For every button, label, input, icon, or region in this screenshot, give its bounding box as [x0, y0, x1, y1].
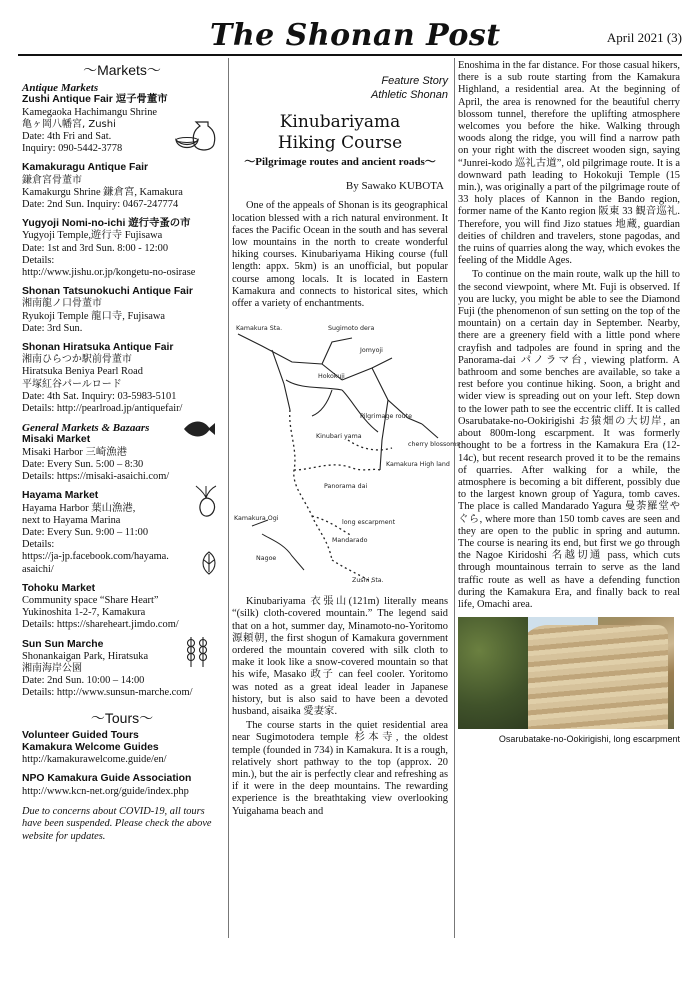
market-link[interactable]: Details: http://pearlroad.jp/antiquefair/ — [22, 403, 183, 415]
vegetable-icon — [194, 484, 218, 518]
market-line: Date: 4th Sat. Inquiry: 03-5983-5101 — [22, 390, 177, 402]
map-label-hokokuji: Hokokuji — [318, 373, 345, 381]
hiking-map-drawing — [232, 320, 460, 588]
market-entry-tatsunokuchi — [22, 286, 222, 335]
market-line: 平塚紅谷パールロード — [22, 378, 122, 390]
map-label-panorama: Panorama dai — [324, 483, 368, 491]
feature-label — [232, 74, 448, 102]
masthead — [0, 0, 700, 56]
tour-entry-guide-association — [22, 773, 222, 797]
article-title-line1: Kinubariyama — [279, 112, 401, 132]
map-label-kamakura-ogi: Kamakura Ogi — [234, 515, 279, 523]
article-paragraph: The course starts in the quiet residential area near Sugimotodera temple 杉本寺, the oldest temple (founded in 734) in Kamakura. It is a rough, relatively short pathway to the top (approx. 20 min.), but the air is perfectly clear and refreshing as if it were in the deep mountains. The rewarding experience is the breathtaking view overlooking Yuigahama beach and — [232, 720, 448, 817]
article-subtitle: ～Pilgrimage routes and ancient roads～ — [244, 156, 436, 168]
market-line: 湘南ひらつか駅前骨董市 — [22, 354, 132, 366]
market-line: Date: 4th Fri and Sat. — [22, 131, 112, 143]
market-line: Community space “Share Heart” — [22, 594, 159, 606]
tour-name: NPO Kamakura Guide Association — [22, 773, 192, 785]
markets-column — [22, 60, 222, 843]
market-link[interactable]: Details: http://www.sunsun-marche.com/ — [22, 687, 193, 699]
fish-icon — [182, 420, 216, 438]
market-link[interactable]: Details: https://shareheart.jimdo.com/ — [22, 619, 179, 631]
market-name: Hayama Market — [22, 490, 99, 502]
skewer-icon — [182, 635, 212, 669]
tour-link[interactable]: http://kamakurawelcome.guide/en/ — [22, 754, 167, 766]
market-entry-sunsun — [22, 639, 222, 700]
market-link[interactable]: https://ja-jp.facebook.com/hayama. — [22, 551, 169, 563]
antique-markets-heading: Antique Markets — [22, 82, 99, 95]
map-label-cherry: cherry blossoms — [408, 441, 460, 449]
article-paragraph: One of the appeals of Shonan is its geographical location blessed with a rich natural environment. It faces the Pacific Ocean in the south and has several low mountains in the north to create wonderful hiking courses. Kinubariyama Hiking course (full length: appx. 5km) is an unofficial, but popular course among locals. It is located in Eastern Kamakura and connects to historical sites, which offer a variety of enchantments. — [232, 200, 448, 310]
market-line: Misaki Harbor 三崎漁港 — [22, 446, 128, 458]
map-label-nagoe: Nagoe — [256, 555, 277, 563]
market-entry-hayama — [22, 490, 222, 575]
market-line: Inquiry: 090-5442-3778 — [22, 143, 123, 155]
market-line: Ryukoji Temple 龍口寺, Fujisawa — [22, 310, 165, 322]
map-label-sugimoto: Sugimoto dera — [328, 325, 375, 333]
covid-note: Due to concerns about COVID-19, all tours have been suspended. Please check the above website for updates. — [22, 805, 212, 842]
map-label-pilgrimage: Pilgrimage route — [360, 413, 412, 421]
market-name: Zushi Antique Fair 逗子骨董市 — [22, 94, 168, 106]
market-line: Date: Every Sun. 5:00 – 8:30 — [22, 458, 144, 470]
market-line: Kamegaoka Hachimangu Shrine — [22, 106, 158, 118]
escarpment-photo — [458, 617, 674, 729]
map-label-kamakura-sta: Kamakura Sta. — [236, 325, 283, 333]
market-line: Date: Every Sun. 9:00 – 11:00 — [22, 526, 149, 538]
market-name: Tohoku Market — [22, 582, 96, 594]
market-line: Hiratsuka Beniya Pearl Road — [22, 366, 143, 378]
column-divider — [228, 58, 229, 938]
market-line: Kamakurgu Shrine 鎌倉宮, Kamakura — [22, 186, 183, 198]
photo-caption: Osarubatake-no-Ookirigishi, long escarpment — [498, 734, 680, 745]
market-name: Shonan Hiratsuka Antique Fair — [22, 342, 174, 354]
market-line: Details: — [22, 539, 55, 551]
map-label-zushi-sta: Zushi Sta. — [352, 577, 384, 585]
byline: By Sawako KUBOTA — [345, 180, 444, 193]
markets-heading: ～Markets～ — [83, 62, 161, 78]
article-title — [232, 112, 448, 154]
market-name: Sun Sun Marche — [22, 638, 104, 650]
article-column-2 — [458, 60, 680, 745]
market-line: 湘南海岸公園 — [22, 662, 82, 674]
market-line: Yukinoshita 1-2-7, Kamakura — [22, 607, 146, 619]
market-line: Details: — [22, 254, 55, 266]
market-line: Date: 2nd Sun. Inquiry: 0467-247774 — [22, 199, 179, 211]
market-line: 鎌倉宮骨董市 — [22, 174, 82, 186]
market-line: Yugyoji Temple,遊行寺 Fujisawa — [22, 230, 163, 242]
tour-entry-welcome-guides — [22, 730, 222, 767]
market-entry-yugyoji — [22, 218, 222, 279]
feature-story-label: Feature Story — [381, 75, 448, 87]
market-line: 湘南龍ノ口骨董市 — [22, 298, 102, 310]
market-entry-hiratsuka — [22, 342, 222, 415]
map-label-mandarado: Mandarado — [332, 537, 368, 545]
athletic-shonan-label: Athletic Shonan — [370, 89, 448, 101]
market-line: Hayama Harbor 葉山漁港, — [22, 502, 136, 514]
market-line: Date: 2nd Sun. 10:00 – 14:00 — [22, 675, 145, 687]
hiking-map — [232, 320, 460, 588]
market-entry-misaki — [22, 434, 222, 483]
market-link[interactable]: asaichi/ — [22, 563, 54, 575]
article-title-line2: Hiking Course — [277, 133, 403, 153]
market-line: 亀ヶ岡八幡宮, Zushi — [22, 118, 116, 130]
map-label-kinubariyama: Kinubari yama — [316, 433, 362, 441]
issue-date: April 2021 (3) — [606, 30, 682, 45]
article-column-1 — [232, 60, 460, 820]
market-name: Yugyoji Nomi-no-ichi 遊行寺蚤の市 — [22, 218, 191, 230]
article-paragraph: To continue on the main route, walk up the hill to the second viewpoint, where Mt. Fuji is observed. If you are lucky, you might be able to see the Diamond Fuji (the phenomenon of sun setting on the top of the mountain) on a certain day in September. Nearby, there are a greenery field with a little pond where crayfish and tadpoles are found in spring and the Panorama-dai パノラマ台, viewing platform. A bathroom and some benches are available, so take a rest before you continue hiking. Soon, a bright and wider view is spreading out on your left. Step down to the lower path to see the eccentric cliff. It is called Osarubatake-no-Ookirigishi お猿畑の大切岸, an about 800m-long escarpment. It was formerly thought to be a fortress in the Kamakura Era (12-14c), but recent research proved it to be the remains of quarries. After walking for a while, the atmosphere is becoming a bit different, possibly due to the largest known group of Yagura, tomb caves. The place is called Mandarado Yagura 曼荼羅堂やぐら, where more than 150 tomb caves are seen and they are open to the public in spring and autumn. The course is nearing its end, but first we go through the Nagoe Kiridoshi 名越切通 pass, which cuts through mountainous terrain to serve as the land traffic route as well as have a defending function during the Kamakura Era, and finally back to real life, Omachi area. — [458, 269, 680, 610]
map-label-long-escarp: long escarpment — [342, 519, 396, 527]
market-link[interactable]: http://www.jishu.or.jp/kongetu-no-osirase — [22, 267, 196, 279]
tour-name: Kamakura Welcome Guides — [22, 741, 159, 753]
market-link[interactable]: Details: https://misaki-asaichi.com/ — [22, 471, 170, 483]
column-divider — [454, 58, 455, 938]
tours-heading: ～Tours～ — [90, 709, 154, 726]
general-markets-heading: General Markets & Bazaars — [22, 422, 150, 435]
market-line: Shonankaigan Park, Hiratsuka — [22, 650, 149, 662]
article-paragraph: Kinubariyama 衣張山(121m) literally means “(silk) cloth-covered mountain.” The legend said that on a hot, summer day, Minamoto-no-Yoritomo 源頼朝, the first shogun of Kamakura government ordered the mountain covered with silk cloth to make it look like a snow-covered mountain so that his wife, Masako 政子 can feel cooler. Yoritomo was noted as a great ideal leader in Japanese history, but is also said to have been a devoted husband, aisaika 愛妻家. — [232, 596, 448, 718]
map-label-kamakura-high: Kamakura High land — [386, 461, 450, 469]
tour-link[interactable]: http://www.kcn-net.org/guide/index.php — [22, 785, 189, 797]
market-entry-kamakuragu — [22, 162, 222, 211]
market-line: next to Hayama Marina — [22, 514, 121, 526]
market-name: Misaki Market — [22, 434, 91, 446]
newspaper-title: The Shonan Post — [210, 18, 501, 53]
article-paragraph: Enoshima in the far distance. For those casual hikers, there is a sub route starting from the Kamakura Highland, a residential area. At the beginning of April, the area is renowned for the beautiful cherry blossom tunnel, therefore the uplifting atmosphere welcomes you before the hike. Walking through woods along the ridge, you will find a narrow path on your right with the discreet wooden sign, saying “Junrei-kodo 巡礼古道”, old pilgrimage route. It is a downward path leading to Hokokuji Temple (15 min.), was originally a part of the pilgrimage route of 33 holy places of Kannon in the Bando region, former name of the Kanto region 阪東 33 観音巡礼. Therefore, you will find Jizo statues 地蔵, guardian deities of children and travelers, stone pagodas, and the ruins of quarries along the way, which evokes the feeling of the Middle Ages. — [458, 60, 680, 267]
tour-name: Volunteer Guided Tours — [22, 729, 139, 741]
market-name: Kamakuragu Antique Fair — [22, 162, 149, 174]
market-line: Date: 1st and 3rd Sun. 8:00 - 12:00 — [22, 242, 169, 254]
shell-icon — [198, 550, 220, 576]
market-entry-tohoku — [22, 583, 222, 632]
market-name: Shonan Tatsunokuchi Antique Fair — [22, 286, 193, 298]
pottery-icon — [174, 116, 222, 156]
photo-cliff — [518, 625, 668, 729]
map-label-jomyoji: Jomyoji — [360, 347, 383, 355]
market-line: Date: 3rd Sun. — [22, 322, 83, 334]
masthead-rule — [18, 54, 682, 56]
photo-tree — [458, 617, 528, 729]
market-entry-zushi — [22, 94, 222, 155]
